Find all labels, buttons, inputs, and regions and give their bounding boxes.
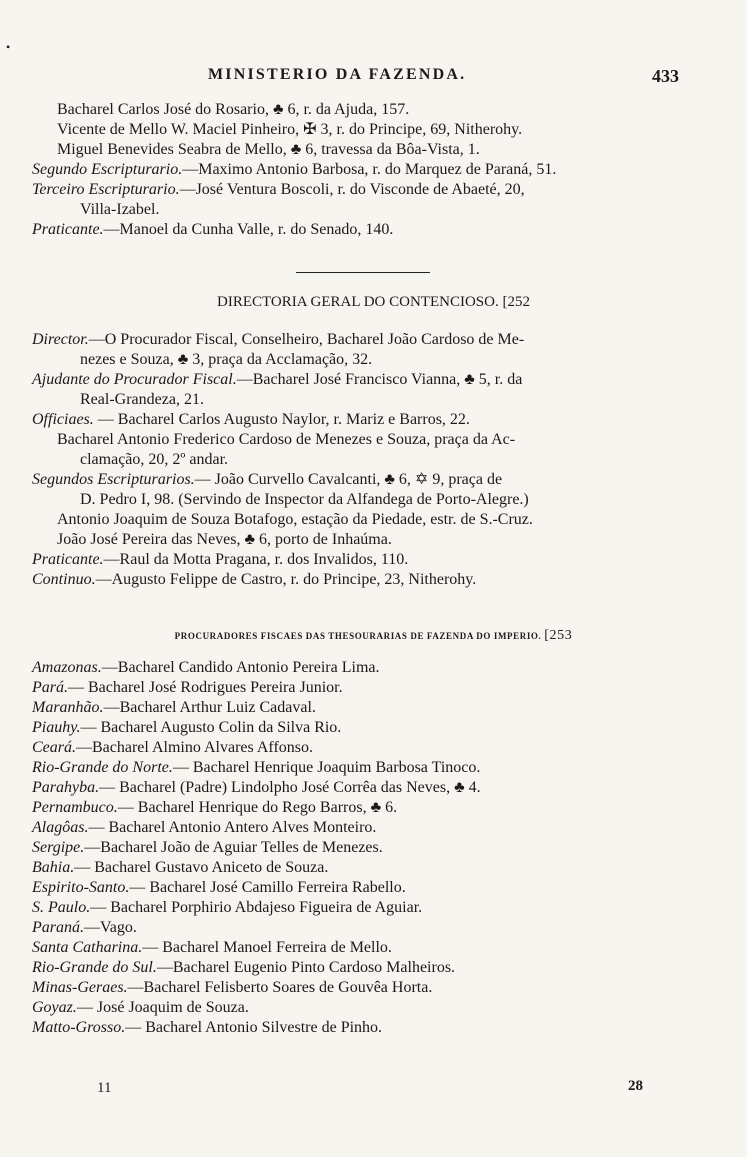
- role-label: Continuo.: [32, 571, 96, 588]
- role-label: S. Paulo.: [32, 899, 91, 916]
- role-label: Praticante.: [32, 221, 104, 238]
- list-item: [32, 858, 682, 878]
- list-item: [32, 160, 682, 180]
- section-2-block: [32, 658, 682, 1038]
- role-label: Pará.: [32, 679, 68, 696]
- list-item: [32, 658, 682, 678]
- list-item: [32, 678, 682, 698]
- list-item: Bacharel Antonio Frederico Cardoso de Menezes e Souza, praça da Ac-: [57, 431, 516, 448]
- page-title: MINISTERIO DA FAZENDA.: [208, 66, 467, 83]
- entry-text: — Bacharel José Rodrigues Pereira Junior.: [68, 679, 343, 696]
- list-item: João José Pereira das Neves, ♣ 6, porto de Inhaúma.: [57, 531, 392, 548]
- entry-text: —Bacharel João de Aguiar Telles de Menezes.: [84, 839, 383, 856]
- entry-text: —Bacharel Eugenio Pinto Cardoso Malheiros.: [156, 959, 456, 976]
- role-label: Piauhy.: [32, 719, 81, 736]
- list-item: [32, 738, 682, 758]
- role-label: Bahia.: [32, 859, 75, 876]
- list-item: Vicente de Mello W. Maciel Pinheiro, ✠ 3, r. do Principe, 69, Nitherohy.: [57, 121, 523, 138]
- list-item: Miguel Benevides Seabra de Mello, ♣ 6, travessa da Bôa-Vista, 1.: [57, 141, 480, 158]
- role-label: Officiaes.: [32, 411, 94, 428]
- list-item: [32, 998, 682, 1018]
- list-item: [32, 938, 682, 958]
- list-item: Antonio Joaquim de Souza Botafogo, estação da Piedade, estr. de S.-Cruz.: [57, 511, 533, 528]
- list-item: [32, 958, 682, 978]
- entry-text: —Manoel da Cunha Valle, r. do Senado, 140.: [103, 221, 394, 238]
- margin-mark: •: [6, 40, 11, 54]
- section-title: DIRECTORIA GERAL DO CONTENCIOSO. [252: [217, 294, 530, 310]
- section-ref: [253: [544, 628, 573, 643]
- role-label: Minas-Geraes.: [32, 979, 128, 996]
- list-item: [32, 220, 682, 240]
- entry-text: — Bacharel Augusto Colin da Silva Rio.: [80, 719, 342, 736]
- top-block: [32, 100, 682, 240]
- list-item: [32, 918, 682, 938]
- list-item: [32, 570, 682, 590]
- signature-mark: 11: [97, 1080, 112, 1096]
- list-item: [32, 550, 682, 570]
- list-item: [32, 698, 682, 718]
- role-label: Praticante.: [32, 551, 104, 568]
- list-item: [32, 370, 682, 390]
- list-item: [32, 718, 682, 738]
- role-label: Pernambuco.: [32, 799, 118, 816]
- section-title: [0, 628, 747, 644]
- role-label: Parahyba.: [32, 779, 100, 796]
- entry-text: — Bacharel Antonio Silvestre de Pinho.: [125, 1019, 383, 1036]
- role-label: Ceará.: [32, 739, 76, 756]
- entry-text: — José Joaquim de Souza.: [76, 999, 249, 1016]
- list-item: Villa-Izabel.: [80, 201, 160, 218]
- list-item: [32, 330, 682, 350]
- signature-number: 28: [628, 1078, 643, 1094]
- section-1-block: [32, 330, 682, 590]
- entry-text: —Augusto Felippe de Castro, r. do Principe, 23, Nitherohy.: [95, 571, 477, 588]
- entry-text: — Bacharel Carlos Augusto Naylor, r. Mariz e Barros, 22.: [93, 411, 470, 428]
- entry-text: — Bacharel Gustavo Aniceto de Souza.: [74, 859, 329, 876]
- list-item: [32, 978, 682, 998]
- role-label: Rio-Grande do Sul.: [32, 959, 157, 976]
- list-item: [32, 798, 682, 818]
- list-item: [32, 898, 682, 918]
- entry-text: —Bacharel Candido Antonio Pereira Lima.: [101, 659, 380, 676]
- role-label: Terceiro Escripturario.: [32, 181, 180, 198]
- role-label: Sergipe.: [32, 839, 85, 856]
- role-label: Director.: [32, 331, 89, 348]
- list-item: [32, 470, 682, 490]
- entry-text: — Bacharel Antonio Antero Alves Monteiro.: [88, 819, 377, 836]
- role-label: Amazonas.: [32, 659, 102, 676]
- list-item: D. Pedro I, 98. (Servindo de Inspector da Alfandega de Porto-Alegre.): [80, 491, 529, 508]
- entry-text: —Bacharel Felisberto Soares de Gouvêa Horta.: [127, 979, 433, 996]
- entry-text: —Bacharel Almino Alvares Affonso.: [76, 739, 313, 756]
- entry-text: — Bacharel Porphirio Abdajeso Figueira de Aguiar.: [90, 899, 423, 916]
- section-divider: [296, 272, 430, 273]
- role-label: Rio-Grande do Norte.: [32, 759, 173, 776]
- role-label: Goyaz.: [32, 999, 77, 1016]
- entry-text: — João Curvello Cavalcanti, ♣ 6, ✡ 9, praça de: [194, 471, 503, 488]
- entry-text: —Vago.: [84, 919, 137, 936]
- section-title-text: PROCURADORES FISCAES DAS THESOURARIAS DE FAZENDA DO IMPERIO.: [174, 631, 542, 641]
- role-label: Paraná.: [32, 919, 84, 936]
- role-label: Ajudante do Procurador Fiscal.: [32, 371, 237, 388]
- entry-text: — Bacharel (Padre) Lindolpho José Corrêa das Neves, ♣ 4.: [99, 779, 481, 796]
- entry-text: — Bacharel José Camillo Ferreira Rabello.: [129, 879, 406, 896]
- role-label: Alagôas.: [32, 819, 89, 836]
- list-item: Bacharel Carlos José do Rosario, ♣ 6, r. da Ajuda, 157.: [57, 101, 410, 118]
- entry-text: — Bacharel Henrique Joaquim Barbosa Tinoco.: [172, 759, 481, 776]
- list-item: [32, 838, 682, 858]
- role-label: Matto-Grosso.: [32, 1019, 126, 1036]
- entry-text: —Raul da Motta Pragana, r. dos Invalidos, 110.: [103, 551, 409, 568]
- list-item: nezes e Souza, ♣ 3, praça da Acclamação, 32.: [80, 351, 373, 368]
- list-item: [32, 410, 682, 430]
- page-header: [0, 66, 747, 92]
- list-item: [32, 778, 682, 798]
- entry-text: — Bacharel Manoel Ferreira de Mello.: [142, 939, 392, 956]
- list-item: clamação, 20, 2º andar.: [80, 451, 229, 468]
- list-item: [32, 758, 682, 778]
- list-item: [32, 1018, 682, 1038]
- role-label: Segundo Escripturario.: [32, 161, 183, 178]
- entry-text: —José Ventura Boscoli, r. do Visconde de Abaeté, 20,: [179, 181, 525, 198]
- entry-text: — Bacharel Henrique do Rego Barros, ♣ 6.: [117, 799, 398, 816]
- list-item: [32, 818, 682, 838]
- role-label: Maranhão.: [32, 699, 104, 716]
- role-label: Segundos Escripturarios.: [32, 471, 195, 488]
- list-item: [32, 878, 682, 898]
- entry-text: —Maximo Antonio Barbosa, r. do Marquez de Paraná, 51.: [182, 161, 557, 178]
- role-label: Santa Catharina.: [32, 939, 143, 956]
- list-item: Real-Grandeza, 21.: [80, 391, 204, 408]
- entry-text: —O Procurador Fiscal, Conselheiro, Bacharel João Cardoso de Me-: [88, 331, 525, 348]
- entry-text: —Bacharel Arthur Luiz Cadaval.: [103, 699, 316, 716]
- entry-text: —Bacharel José Francisco Vianna, ♣ 5, r. da: [236, 371, 523, 388]
- list-item: [32, 180, 682, 200]
- page-number: 433: [652, 66, 679, 86]
- role-label: Espirito-Santo.: [32, 879, 130, 896]
